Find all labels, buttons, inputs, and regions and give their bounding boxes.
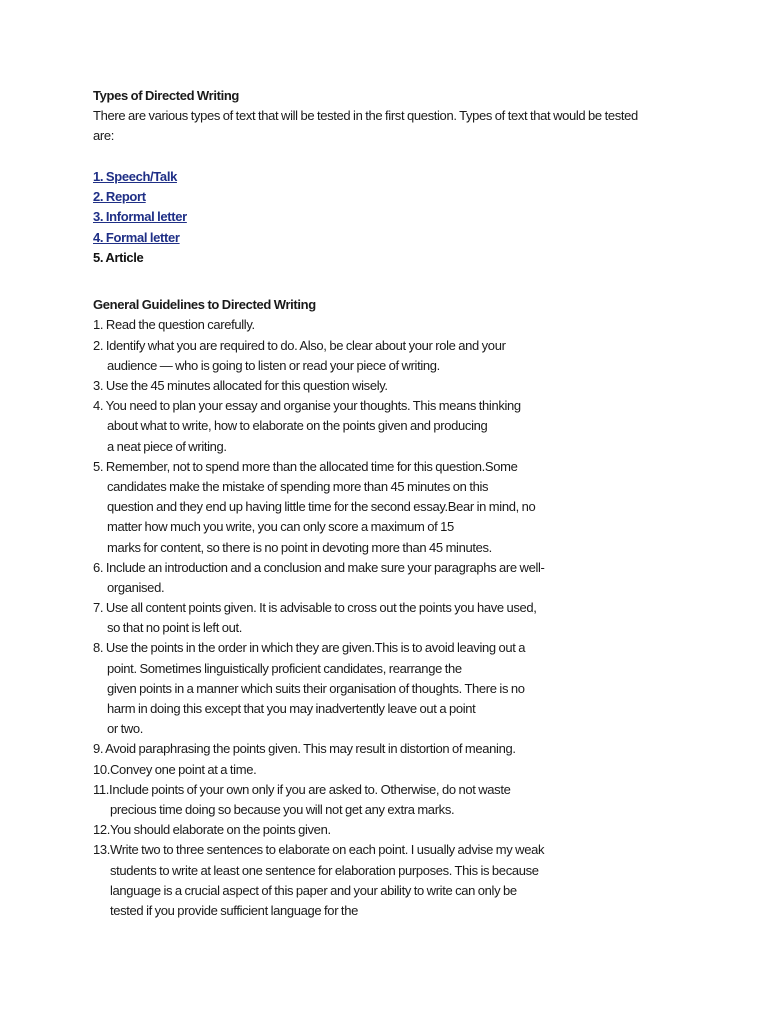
guideline-item-11-cont: precious time doing so because you will not get any extra marks. <box>110 801 455 817</box>
guideline-item-2: 2. Identify what you are required to do. Also, be clear about your role and your <box>93 337 506 353</box>
guideline-item-5: 5. Remember, not to spend more than the allocated time for this question.Some <box>93 458 518 474</box>
guideline-item-8-cont: point. Sometimes linguistically proficient candidates, rearrange the <box>107 660 462 676</box>
guideline-item-13-cont: students to write at least one sentence for elaboration purposes. This is because <box>110 862 539 878</box>
guideline-item-4: 4. You need to plan your essay and organise your thoughts. This means thinking <box>93 398 521 414</box>
guideline-item-2-cont: audience — who is going to listen or read your piece of writing. <box>107 357 440 373</box>
guideline-item-13-cont: tested if you provide sufficient language for the <box>110 902 358 918</box>
guideline-item-3: 3. Use the 45 minutes allocated for this question wisely. <box>93 378 388 394</box>
intro-line-2: are: <box>93 128 115 144</box>
guideline-item-6-cont: organised. <box>107 579 165 595</box>
spacer <box>93 268 733 288</box>
guideline-item-8-cont: or two. <box>107 721 144 737</box>
section-title-types: Types of Directed Writing <box>93 88 240 103</box>
guideline-item-5-cont: matter how much you write, you can only score a maximum of 15 <box>107 519 454 535</box>
spacer <box>93 147 733 167</box>
type-link-formal-letter[interactable]: 4. Formal letter <box>93 229 180 245</box>
guideline-item-11: 11.Include points of your own only if you are asked to. Otherwise, do not waste <box>93 781 511 797</box>
guideline-item-4-cont: about what to write, how to elaborate on the points given and producing <box>107 418 488 434</box>
guideline-item-13-cont: language is a crucial aspect of this paper and your ability to write can only be <box>110 882 517 898</box>
guideline-item-7: 7. Use all content points given. It is advisable to cross out the points you have used, <box>93 600 537 616</box>
type-link-informal-letter[interactable]: 3. Informal letter <box>93 209 187 225</box>
guideline-item-6: 6. Include an introduction and a conclusion and make sure your paragraphs are well- <box>93 559 545 575</box>
type-link-speech[interactable]: 1. Speech/Talk <box>93 168 177 184</box>
guideline-item-5-cont: candidates make the mistake of spending more than 45 minutes on this <box>107 478 489 494</box>
guideline-item-8-cont: given points in a manner which suits their organisation of thoughts. There is no <box>107 680 525 696</box>
guideline-item-9: 9. Avoid paraphrasing the points given. This may result in distortion of meaning. <box>93 741 516 757</box>
guideline-item-13: 13.Write two to three sentences to elaborate on each point. I usually advise my weak <box>93 842 545 858</box>
intro-line-1: There are various types of text that will be tested in the first question. Types of text that would be tested <box>93 108 638 124</box>
guideline-item-8-cont: harm in doing this except that you may inadvertently leave out a point <box>107 701 476 717</box>
guideline-item-5-cont: marks for content, so there is no point in devoting more than 45 minutes. <box>107 539 492 555</box>
type-link-report[interactable]: 2. Report <box>93 189 146 205</box>
guideline-item-7-cont: so that no point is left out. <box>107 620 242 636</box>
guideline-item-10: 10.Convey one point at a time. <box>93 761 257 777</box>
guideline-item-1: 1. Read the question carefully. <box>93 317 255 333</box>
guideline-item-5-cont: question and they end up having little time for the second essay.Bear in mind, no <box>107 499 536 515</box>
section-title-guidelines: General Guidelines to Directed Writing <box>93 297 316 313</box>
guideline-item-4-cont: a neat piece of writing. <box>107 438 227 454</box>
type-item-article: 5. Article <box>93 249 144 265</box>
spacer <box>93 288 733 295</box>
guideline-item-8: 8. Use the points in the order in which they are given.This is to avoid leaving out a <box>93 640 526 656</box>
guideline-item-12: 12.You should elaborate on the points given. <box>93 822 331 838</box>
document-page <box>93 86 733 921</box>
